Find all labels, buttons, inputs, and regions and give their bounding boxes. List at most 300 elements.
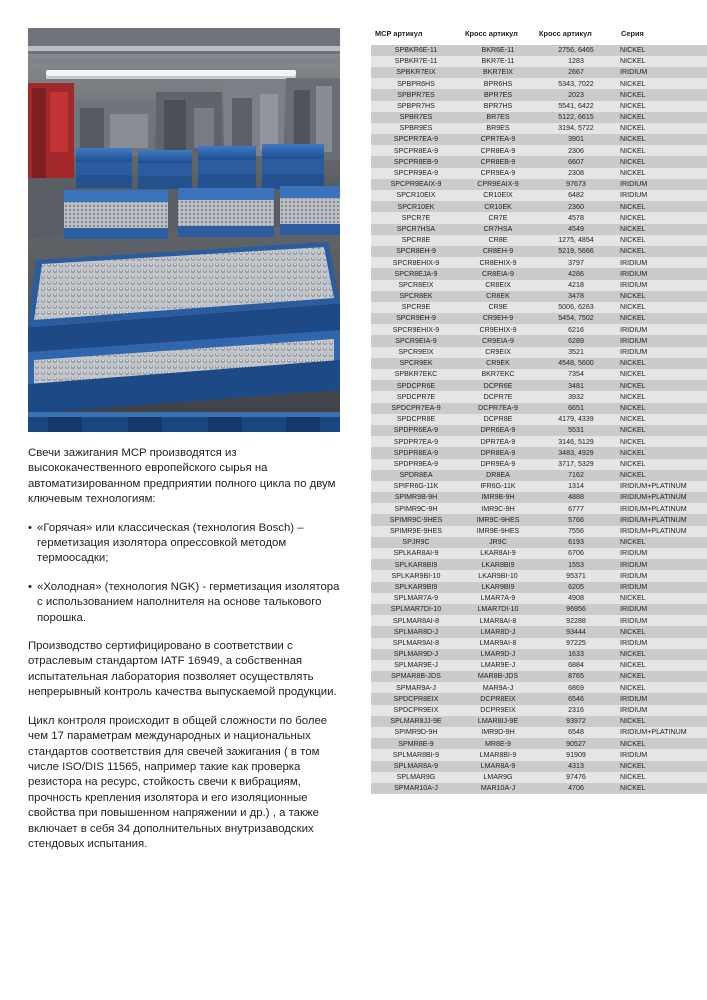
table-row [371, 660, 707, 671]
table-cell: IRIDIUM [617, 705, 707, 716]
table-row [371, 246, 707, 257]
table-cell: 6706 [535, 548, 617, 559]
table-cell: 3717, 5329 [535, 459, 617, 470]
table-cell: SPCR8EK [371, 291, 461, 302]
table-cell: SPIMR9C-9HES [371, 514, 461, 525]
table-row [371, 761, 707, 772]
table-cell: IRIDIUM+PLATINUM [617, 526, 707, 537]
table-cell: SPIFR6G-11K [371, 481, 461, 492]
table-cell: SPDCPR7E [371, 391, 461, 402]
table-cell: IRIDIUM [617, 268, 707, 279]
table-cell: 6884 [535, 660, 617, 671]
spec-table-wrapper [371, 28, 687, 794]
table-cell: NICKEL [617, 470, 707, 481]
table-cell: IMR9C-9H [461, 503, 535, 514]
table-cell: 3478 [535, 291, 617, 302]
table-cell: SPIMR9B-9H [371, 492, 461, 503]
table-cell: 1314 [535, 481, 617, 492]
cross-reference-table [371, 28, 707, 794]
table-cell: NICKEL [617, 302, 707, 313]
table-cell: 6777 [535, 503, 617, 514]
table-cell: DR8EA [461, 470, 535, 481]
table-cell: NICKEL [617, 716, 707, 727]
table-row [371, 481, 707, 492]
table-cell: LMAR9G [461, 772, 535, 783]
table-row [371, 671, 707, 682]
table-cell: 4549 [535, 224, 617, 235]
table-cell: SPBPR7ES [371, 89, 461, 100]
table-cell: 2023 [535, 89, 617, 100]
left-column [28, 28, 340, 865]
table-cell: NICKEL [617, 45, 707, 56]
table-cell: 6651 [535, 403, 617, 414]
table-cell: 4286 [535, 268, 617, 279]
table-cell: SPLKAR8AI-9 [371, 548, 461, 559]
table-cell: IRIDIUM [617, 347, 707, 358]
table-row [371, 268, 707, 279]
table-cell: SPCR7HSA [371, 224, 461, 235]
table-row [371, 425, 707, 436]
table-row [371, 179, 707, 190]
table-cell: CR8EIA-9 [461, 268, 535, 279]
table-cell: CR8E [461, 235, 535, 246]
table-row [371, 380, 707, 391]
table-row [371, 582, 707, 593]
table-cell: 5006, 6263 [535, 302, 617, 313]
table-row [371, 436, 707, 447]
table-cell: SPLMAR8AI-8 [371, 615, 461, 626]
table-cell: DCPR6E [461, 380, 535, 391]
table-cell: NICKEL [617, 168, 707, 179]
table-cell: BKR7EKC [461, 369, 535, 380]
table-cell: DCPR8E [461, 414, 535, 425]
table-cell: NICKEL [617, 436, 707, 447]
table-cell: DCPR8EIX [461, 693, 535, 704]
table-cell: SPCR7E [371, 212, 461, 223]
table-cell: NICKEL [617, 291, 707, 302]
table-cell: MAR8B-JDS [461, 671, 535, 682]
table-row [371, 459, 707, 470]
table-cell: CPR8EA-9 [461, 145, 535, 156]
table-cell: CR10EK [461, 201, 535, 212]
table-cell: 6193 [535, 537, 617, 548]
table-cell: SPDPR7EA-9 [371, 436, 461, 447]
paragraph-intro: Свечи зажигания MCP производятся из высококачественного европейского сырья на автоматизированном предприятии полного цикла по двум ключевым технологиям: [28, 447, 336, 506]
table-row [371, 313, 707, 324]
table-cell: NICKEL [617, 246, 707, 257]
table-row [371, 559, 707, 570]
table-row [371, 783, 707, 794]
table-cell: IRIDIUM+PLATINUM [617, 492, 707, 503]
table-cell: LKAR8AI-9 [461, 548, 535, 559]
table-row [371, 347, 707, 358]
table-cell: 3481 [535, 380, 617, 391]
table-cell: IRIDIUM [617, 570, 707, 581]
table-cell: NICKEL [617, 134, 707, 145]
table-row [371, 101, 707, 112]
table-cell: SPCPR8EB-9 [371, 156, 461, 167]
table-cell: NICKEL [617, 403, 707, 414]
table-cell: SPCPR7EA-9 [371, 134, 461, 145]
table-row [371, 291, 707, 302]
table-row [371, 302, 707, 313]
table-cell: 1553 [535, 559, 617, 570]
table-cell: IRIDIUM [617, 335, 707, 346]
table-cell: NICKEL [617, 783, 707, 794]
table-cell: LKAR9BI-10 [461, 570, 535, 581]
table-cell: NICKEL [617, 380, 707, 391]
table-cell: SPCR9EIA-9 [371, 335, 461, 346]
table-row [371, 548, 707, 559]
table-cell: NICKEL [617, 391, 707, 402]
table-cell: NICKEL [617, 89, 707, 100]
table-cell: SPDCPR9EIX [371, 705, 461, 716]
table-cell: 4179, 4339 [535, 414, 617, 425]
table-cell: SPDCPR7EA-9 [371, 403, 461, 414]
table-cell: DCPR7EA-9 [461, 403, 535, 414]
table-cell: 6548 [535, 727, 617, 738]
table-cell: 91909 [535, 749, 617, 760]
table-cell: SPCPR9EAIX-9 [371, 179, 461, 190]
table-cell: CR7E [461, 212, 535, 223]
table-cell: SPIMR9E-9HES [371, 526, 461, 537]
table-cell: 7354 [535, 369, 617, 380]
table-cell: NICKEL [617, 224, 707, 235]
table-cell: NICKEL [617, 358, 707, 369]
table-cell: DPR8EA-9 [461, 447, 535, 458]
table-cell: SPIMR9D-9H [371, 727, 461, 738]
table-cell: SPIMR9C-9H [371, 503, 461, 514]
table-cell: NICKEL [617, 738, 707, 749]
table-cell: NICKEL [617, 593, 707, 604]
table-cell: 6869 [535, 682, 617, 693]
table-cell: 95371 [535, 570, 617, 581]
table-cell: SPLKAR9BI9 [371, 582, 461, 593]
table-cell: NICKEL [617, 212, 707, 223]
table-cell: NICKEL [617, 145, 707, 156]
table-row [371, 56, 707, 67]
table-row [371, 335, 707, 346]
table-cell: 1283 [535, 56, 617, 67]
table-cell: 3797 [535, 257, 617, 268]
table-cell: NICKEL [617, 101, 707, 112]
table-cell: NICKEL [617, 313, 707, 324]
table-cell: 6216 [535, 324, 617, 335]
table-cell: 4908 [535, 593, 617, 604]
table-cell: SPCR9EIX [371, 347, 461, 358]
table-cell: SPDPR6EA-9 [371, 425, 461, 436]
table-cell: NICKEL [617, 447, 707, 458]
table-cell: 4548, 5600 [535, 358, 617, 369]
table-cell: SPCR9EH-9 [371, 313, 461, 324]
table-cell: BKR6E-11 [461, 45, 535, 56]
table-cell: IRIDIUM+PLATINUM [617, 481, 707, 492]
table-row [371, 772, 707, 783]
table-cell: CR9EIX [461, 347, 535, 358]
table-cell: SPCPR8EA-9 [371, 145, 461, 156]
table-cell: SPCR8EH-9 [371, 246, 461, 257]
table-cell: 3146, 5129 [535, 436, 617, 447]
table-cell: SPLMAR9D-J [371, 649, 461, 660]
table-row [371, 649, 707, 660]
table-cell: 3194, 5722 [535, 123, 617, 134]
table-cell: LMAR9E-J [461, 660, 535, 671]
table-cell: NICKEL [617, 537, 707, 548]
table-cell: CR9EIA-9 [461, 335, 535, 346]
bullet-text-cold: «Холодная» (технология NGK) - герметизация изолятора с использованием наполнителя на основе талькового порошка. [37, 580, 340, 624]
table-row [371, 615, 707, 626]
table-row [371, 112, 707, 123]
table-cell: NICKEL [617, 459, 707, 470]
factory-production-hall-photo [28, 28, 340, 432]
table-cell: DPR9EA-9 [461, 459, 535, 470]
table-cell: 3483, 4929 [535, 447, 617, 458]
table-cell: SPLMAR9AI-8 [371, 638, 461, 649]
table-cell: 2667 [535, 67, 617, 78]
table-cell: NICKEL [617, 112, 707, 123]
paragraph-bullet-hot [28, 521, 340, 567]
table-cell: SPBKR7EKC [371, 369, 461, 380]
table-row [371, 470, 707, 481]
table-row [371, 537, 707, 548]
table-row [371, 123, 707, 134]
table-cell: LMAR9D-J [461, 649, 535, 660]
table-cell: BPR7HS [461, 101, 535, 112]
table-cell: NICKEL [617, 660, 707, 671]
table-cell: SPCR9EK [371, 358, 461, 369]
table-row [371, 145, 707, 156]
table-cell: 2316 [535, 705, 617, 716]
table-row [371, 526, 707, 537]
table-cell: NICKEL [617, 761, 707, 772]
table-cell: SPLMAR9E-J [371, 660, 461, 671]
bullet-marker-icon: • [28, 521, 32, 534]
table-cell: LKAR8BI9 [461, 559, 535, 570]
column-header-cross-1: Кросс артикул [461, 28, 535, 45]
table-cell: SPJR9C [371, 537, 461, 548]
table-cell: NICKEL [617, 156, 707, 167]
table-cell: SPBKR7EIX [371, 67, 461, 78]
table-cell: SPLMAR8A-9 [371, 761, 461, 772]
paragraph-bullet-cold [28, 580, 340, 626]
table-cell: MAR9A-J [461, 682, 535, 693]
table-cell: SPLMAR9G [371, 772, 461, 783]
table-cell: BPR7ES [461, 89, 535, 100]
table-cell: SPLMAR7DI-10 [371, 604, 461, 615]
table-cell: CPR7EA-9 [461, 134, 535, 145]
paragraph-certification: Производство сертифицировано в соответствии с отраслевым стандартом IATF 16949, а собственная испытательная лаборатория позволяет осуществлять непрерывный контроль качества выпускаемой продукции. [28, 640, 337, 699]
table-cell: SPCR8EHIX-9 [371, 257, 461, 268]
table-cell: 2756, 6465 [535, 45, 617, 56]
table-cell: LMAR8D-J [461, 626, 535, 637]
table-row [371, 716, 707, 727]
table-cell: IRIDIUM+PLATINUM [617, 727, 707, 738]
table-row [371, 403, 707, 414]
table-cell: CR8EIX [461, 280, 535, 291]
table-cell: SPMAR8B-JDS [371, 671, 461, 682]
table-cell: SPMAR10A-J [371, 783, 461, 794]
table-cell: 1633 [535, 649, 617, 660]
table-cell: LMAR7A-9 [461, 593, 535, 604]
table-cell: CR10EIX [461, 190, 535, 201]
table-cell: 6546 [535, 693, 617, 704]
table-cell: SPBPR7HS [371, 101, 461, 112]
table-cell: IRIDIUM+PLATINUM [617, 514, 707, 525]
table-cell: 7556 [535, 526, 617, 537]
table-body [371, 45, 707, 795]
table-cell: 1275, 4854 [535, 235, 617, 246]
table-cell: BR9ES [461, 123, 535, 134]
table-cell: IRIDIUM [617, 280, 707, 291]
table-cell: IRIDIUM [617, 559, 707, 570]
body-text [28, 446, 340, 852]
table-cell: NICKEL [617, 414, 707, 425]
bullet-text-hot: «Горячая» или классическая (технология Bosch) – герметизация изолятора опрессовкой методом термоосадки; [37, 521, 304, 565]
table-cell: 2308 [535, 168, 617, 179]
table-cell: NICKEL [617, 123, 707, 134]
table-cell: 97476 [535, 772, 617, 783]
table-row [371, 369, 707, 380]
table-cell: 4706 [535, 783, 617, 794]
table-cell: 7162 [535, 470, 617, 481]
table-row [371, 190, 707, 201]
column-header-series: Серия [617, 28, 707, 45]
table-cell: IMR9C-9HES [461, 514, 535, 525]
table-cell: 4888 [535, 492, 617, 503]
table-cell: 93444 [535, 626, 617, 637]
table-row [371, 257, 707, 268]
table-cell: 93972 [535, 716, 617, 727]
table-cell: CR9EH-9 [461, 313, 535, 324]
table-cell: SPCR8E [371, 235, 461, 246]
table-row [371, 693, 707, 704]
table-cell: SPLMAR8JJ-9E [371, 716, 461, 727]
table-cell: 5122, 6615 [535, 112, 617, 123]
table-cell: BPR6HS [461, 78, 535, 89]
table-cell: BKR7E-11 [461, 56, 535, 67]
table-cell: 5541, 6422 [535, 101, 617, 112]
table-cell: DPR7EA-9 [461, 436, 535, 447]
table-cell: LMAR8IJ-9E [461, 716, 535, 727]
table-cell: 97225 [535, 638, 617, 649]
table-row [371, 738, 707, 749]
table-cell: CR9EK [461, 358, 535, 369]
table-cell: SPCR9E [371, 302, 461, 313]
table-cell: JR9C [461, 537, 535, 548]
table-cell: 5531 [535, 425, 617, 436]
table-cell: 4578 [535, 212, 617, 223]
table-row [371, 414, 707, 425]
table-row [371, 626, 707, 637]
bullet-marker-icon-2: • [28, 580, 32, 593]
table-cell: 4313 [535, 761, 617, 772]
table-row [371, 593, 707, 604]
table-cell: 6205 [535, 582, 617, 593]
table-cell: SPDCPR8E [371, 414, 461, 425]
table-cell: CR9E [461, 302, 535, 313]
table-cell: SPLMAR7A-9 [371, 593, 461, 604]
table-cell: NICKEL [617, 772, 707, 783]
table-row [371, 391, 707, 402]
table-cell: 90527 [535, 738, 617, 749]
table-cell: SPDCPR6E [371, 380, 461, 391]
table-cell: NICKEL [617, 425, 707, 436]
table-row [371, 78, 707, 89]
table-cell: SPCR8EJA-9 [371, 268, 461, 279]
table-cell: 97673 [535, 179, 617, 190]
table-cell: NICKEL [617, 682, 707, 693]
table-cell: 5343, 7022 [535, 78, 617, 89]
table-cell: DCPR7E [461, 391, 535, 402]
table-cell: NICKEL [617, 56, 707, 67]
table-cell: IRIDIUM [617, 324, 707, 335]
table-cell: NICKEL [617, 78, 707, 89]
table-row [371, 514, 707, 525]
table-row [371, 134, 707, 145]
table-cell: 3901 [535, 134, 617, 145]
table-cell: SPLKAR9BI-10 [371, 570, 461, 581]
table-cell: SPLMAR8D-J [371, 626, 461, 637]
table-cell: MR8E-9 [461, 738, 535, 749]
table-cell: IFR6G-11K [461, 481, 535, 492]
table-cell: SPDR8EA [371, 470, 461, 481]
table-cell: LMAR9AI-8 [461, 638, 535, 649]
table-cell: IRIDIUM [617, 190, 707, 201]
table-cell: 5766 [535, 514, 617, 525]
table-cell: IRIDIUM [617, 749, 707, 760]
table-cell: IRIDIUM [617, 67, 707, 78]
table-cell: SPCR8EIX [371, 280, 461, 291]
table-row [371, 45, 707, 56]
table-cell: 6482 [535, 190, 617, 201]
table-cell: LMAR8AI-8 [461, 615, 535, 626]
table-cell: CR8EH-9 [461, 246, 535, 257]
table-cell: IRIDIUM [617, 257, 707, 268]
table-row [371, 570, 707, 581]
table-cell: DCPR9EIX [461, 705, 535, 716]
table-cell: SPBR7ES [371, 112, 461, 123]
table-row [371, 447, 707, 458]
table-cell: SPBPR6HS [371, 78, 461, 89]
table-cell: SPBR9ES [371, 123, 461, 134]
table-header-row [371, 28, 707, 45]
table-cell: BKR7EIX [461, 67, 535, 78]
table-cell: CR9EHIX-9 [461, 324, 535, 335]
table-cell: SPCR10EIX [371, 190, 461, 201]
table-cell: SPDPR9EA-9 [371, 459, 461, 470]
table-cell: 2306 [535, 145, 617, 156]
table-row [371, 224, 707, 235]
table-row [371, 727, 707, 738]
table-cell: IRIDIUM [617, 179, 707, 190]
table-cell: CR7HSA [461, 224, 535, 235]
table-row [371, 89, 707, 100]
table-cell: SPCR9EHIX-9 [371, 324, 461, 335]
table-row [371, 201, 707, 212]
table-cell: IRIDIUM [617, 693, 707, 704]
table-cell: 5454, 7502 [535, 313, 617, 324]
table-cell: 8765 [535, 671, 617, 682]
table-cell: MAR10A-J [461, 783, 535, 794]
table-cell: NICKEL [617, 671, 707, 682]
table-cell: BR7ES [461, 112, 535, 123]
table-cell: SPCPR9EA-9 [371, 168, 461, 179]
table-cell: SPLMAR8BI-9 [371, 749, 461, 760]
table-cell: SPBKR7E-11 [371, 56, 461, 67]
table-cell: CPR8EB-9 [461, 156, 535, 167]
table-cell: 2360 [535, 201, 617, 212]
table-cell: 3932 [535, 391, 617, 402]
